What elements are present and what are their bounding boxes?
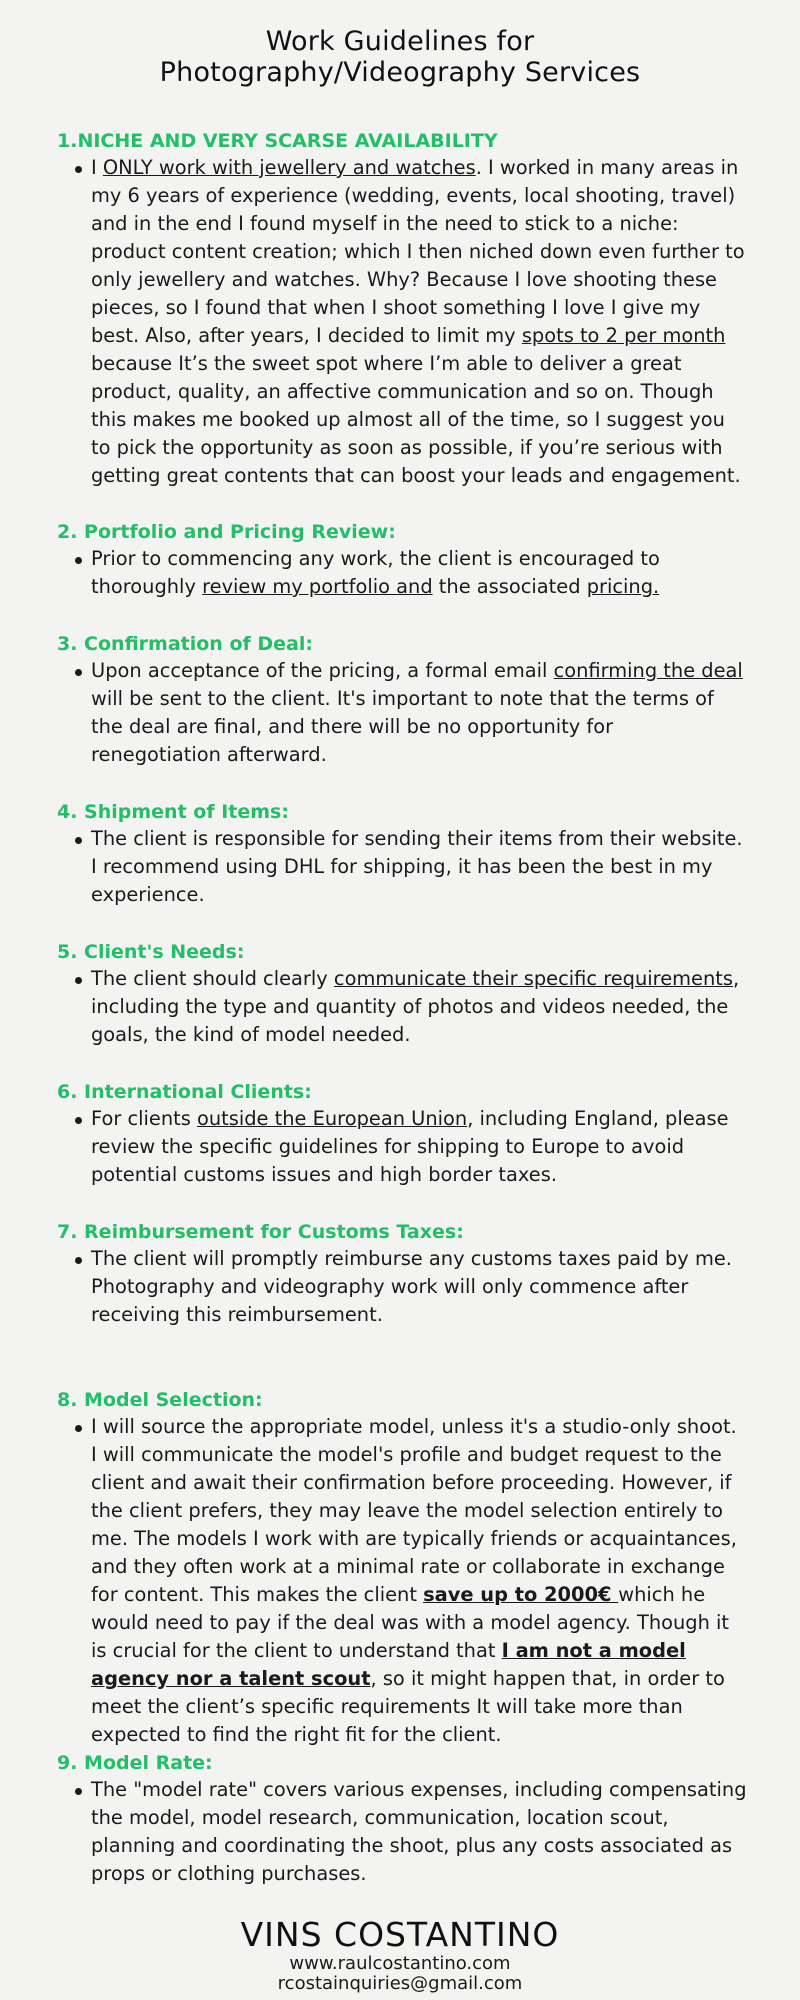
title-line-1: Work Guidelines for: [265, 26, 535, 57]
section-heading: 3. Confirmation of Deal:: [57, 633, 313, 655]
body-text: . I worked in many areas in my 6 years of experience (wedding, events, local shooting, travel) and in the end I found myself in the need to stick to a niche: product content creation; which I then niched down even further to only jewellery and watches. Why? Because I love shooting these pieces, so I found that when I shoot something I love I give my best. Also, after years, I decided to limit my: [91, 156, 745, 347]
section-bullet-text: [57, 154, 747, 490]
bullet-dot: [75, 557, 82, 564]
body-text: , so it might happen that, in order to meet the client’s specific requirements It will take more than expected to find the right fit for the client.: [91, 1667, 725, 1746]
body-text: , including the type and quantity of photos and videos needed, the goals, the kind of model needed.: [91, 967, 740, 1046]
section-heading: 8. Model Selection:: [57, 1389, 263, 1411]
section-bullet-text: [57, 1413, 747, 1749]
section-heading: 1.NICHE AND VERY SCARSE AVAILABILITY: [57, 130, 498, 152]
guideline-section: [57, 128, 747, 490]
bullet-dot: [75, 166, 82, 173]
guideline-section: [57, 631, 747, 769]
section-bullet-text: [57, 965, 747, 1049]
emphasized-text: communicate their specific requirements: [333, 967, 733, 990]
body-text: because It’s the sweet spot where I’m able to deliver a great product, quality, an affective communication and so on. Though this makes me booked up almost all of the time, so I suggest you to pick the opportunity as soon as possible, if you’re serious with getting great contents that can boost your leads and engagement.: [91, 352, 741, 487]
guideline-section: [57, 519, 747, 601]
body-text: the associated: [432, 575, 587, 598]
section-heading: 7. Reimbursement for Customs Taxes:: [57, 1221, 464, 1243]
emphasized-text: save up to 2000€: [423, 1583, 619, 1606]
bullet-dot: [75, 1257, 82, 1264]
section-bullet-text: [57, 545, 747, 601]
body-text: will be sent to the client. It's important to note that the terms of the deal are final, and there will be no opportunity for renegotiation afterward.: [91, 687, 714, 766]
bullet-dot: [75, 669, 82, 676]
guideline-section: [57, 1079, 747, 1189]
body-text: The "model rate" covers various expenses, including compensating the model, model research, communication, location scout, planning and coordinating the shoot, plus any costs associated as props or clothing purchases.: [91, 1778, 747, 1885]
guideline-section: [57, 1750, 747, 1888]
guideline-section: [57, 799, 747, 909]
section-heading: 4. Shipment of Items:: [57, 801, 289, 823]
emphasized-text: ONLY work with jewellery and watches: [102, 156, 476, 179]
body-text: Upon acceptance of the pricing, a formal email: [91, 659, 554, 682]
footer-email: rcostainquiries@gmail.com: [277, 1973, 523, 1994]
guideline-section: [57, 1219, 747, 1329]
section-heading: 9. Model Rate:: [57, 1752, 213, 1774]
footer-website: www.raulcostantino.com: [289, 1953, 511, 1974]
section-bullet-text: [57, 1776, 747, 1888]
emphasized-text: outside the European Union: [197, 1107, 468, 1130]
guideline-section: [57, 939, 747, 1049]
body-text: which he would need to pay if the deal was with a model agency. Though it is crucial for the client to understand that: [91, 1583, 730, 1662]
section-bullet-text: [57, 1105, 747, 1189]
section-bullet-text: [57, 657, 747, 769]
body-text: , including England, please review the specific guidelines for shipping to Europe to avoid potential customs issues and high border taxes.: [91, 1107, 729, 1186]
body-text: The client should clearly: [91, 967, 334, 990]
body-text: I: [91, 156, 103, 179]
section-bullet-text: [57, 825, 747, 909]
body-text: Prior to commencing any work, the client is encouraged to thoroughly: [91, 547, 660, 598]
footer-name: VINS COSTANTINO: [240, 1915, 560, 1954]
body-text: The client is responsible for sending their items from their website. I recommend using DHL for shipping, it has been the best in my experience.: [91, 827, 743, 906]
emphasized-text: pricing.: [586, 575, 660, 598]
emphasized-text: review my portfolio and: [202, 575, 433, 598]
section-bullet-text: [57, 1245, 747, 1329]
bullet-dot: [75, 977, 82, 984]
page-title: [0, 26, 800, 88]
guideline-section: [57, 1387, 747, 1749]
bullet-dot: [75, 837, 82, 844]
section-heading: 6. International Clients:: [57, 1081, 312, 1103]
section-heading: 2. Portfolio and Pricing Review:: [57, 521, 396, 543]
title-line-2: Photography/Videography Services: [159, 57, 641, 88]
emphasized-text: I am not a model agency nor a talent scout: [91, 1639, 686, 1690]
emphasized-text: spots to 2 per month: [521, 324, 726, 347]
bullet-dot: [75, 1117, 82, 1124]
body-text: The client will promptly reimburse any customs taxes paid by me. Photography and videography work will only commence after receiving this reimbursement.: [91, 1247, 732, 1326]
bullet-dot: [75, 1788, 82, 1795]
body-text: For clients: [91, 1107, 197, 1130]
emphasized-text: confirming the deal: [553, 659, 743, 682]
section-heading: 5. Client's Needs:: [57, 941, 245, 963]
bullet-dot: [75, 1425, 82, 1432]
body-text: I will source the appropriate model, unless it's a studio-only shoot. I will communicate the model's profile and budget request to the client and await their confirmation before proceeding. However, if the client prefers, they may leave the model selection entirely to me. The models I work with are typically friends or acquaintances, and they often work at a minimal rate or collaborate in exchange for content. This makes the client: [91, 1415, 737, 1606]
